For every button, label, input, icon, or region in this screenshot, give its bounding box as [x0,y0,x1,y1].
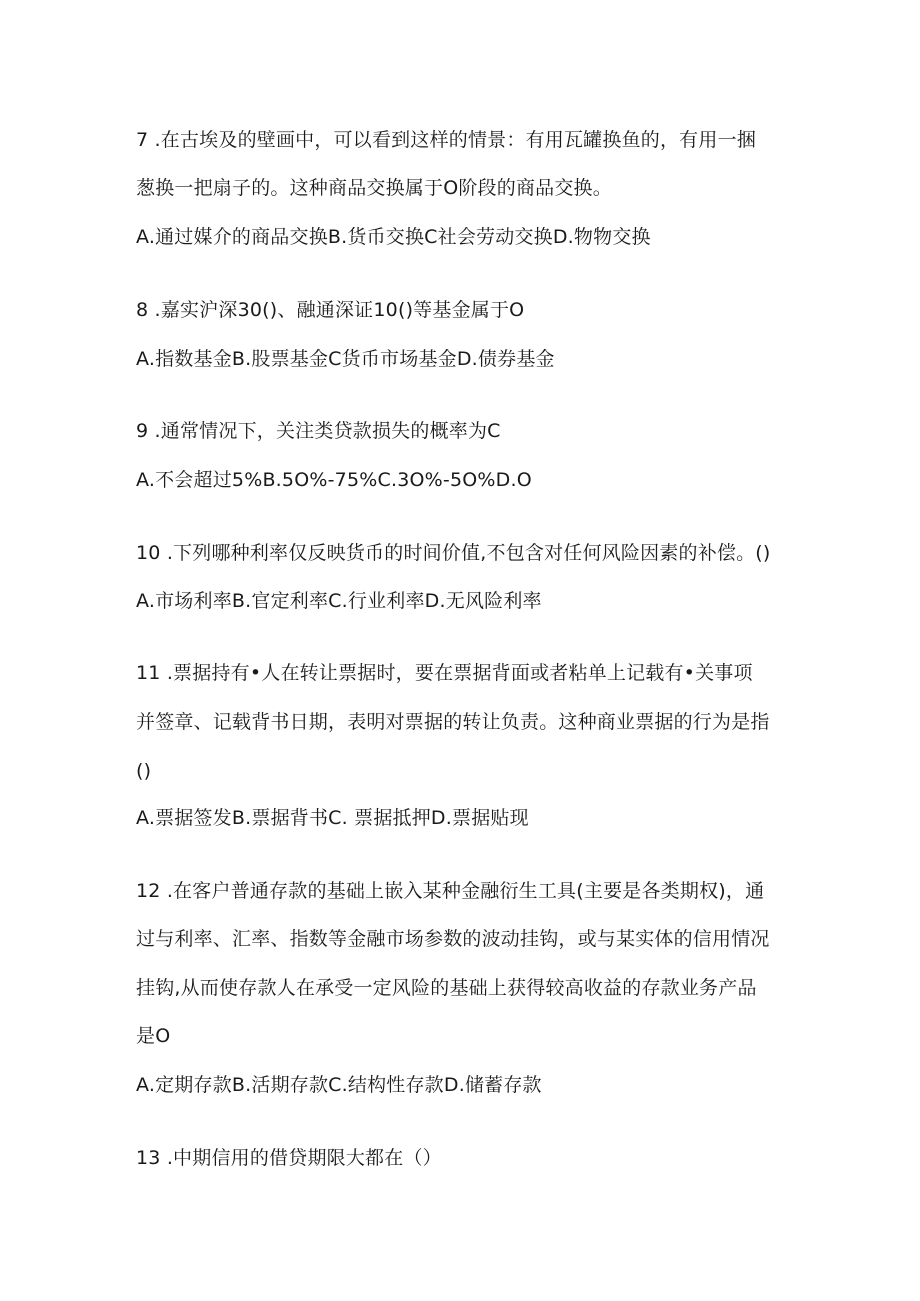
question-11-line-2: 并签章、记载背书日期，表明对票据的转让负责。这种商业票据的行为是指 [136,711,770,733]
question-12-line-4: 是O [136,1025,171,1047]
question-8-options: A.指数基金B.股票基金C货币市场基金D.债券基金 [136,348,555,370]
question-7-line-2: 葱换一把扇子的。这种商品交换属于O阶段的商品交换。 [136,177,612,199]
question-number: 13 [136,1147,161,1169]
question-7-options: A.通过媒介的商品交换B.货币交换C社会劳动交换D.物物交换 [136,226,651,248]
question-text: .在古埃及的壁画中，可以看到这样的情景：有用瓦罐换鱼的，有用一捆 [148,129,756,151]
question-text: .票据持有•人在转让票据时，要在票据背面或者粘单上记载有•关事项 [160,662,753,684]
question-10-options: A.市场利率B.官定利率C.行业利率D.无风险利率 [136,590,542,612]
question-number: 11 [136,662,161,684]
question-text: .在客户普通存款的基础上嵌入某种金融衍生工具(主要是各类期权)，通 [160,880,765,902]
question-9-line-1 [136,419,501,443]
question-text: .嘉实沪深30()、融通深证10()等基金属于O [148,299,525,321]
question-7-line-1 [136,128,756,152]
question-12-line-2: 过与利率、汇率、指数等金融市场参数的波动挂钩，或与某实体的信用情况 [136,928,770,950]
question-number: 8 [136,299,149,321]
question-12-line-3: 挂钩,从而使存款人在承受一定风险的基础上获得较高收益的存款业务产品 [136,977,757,999]
question-12-line-1 [136,879,764,903]
question-number: 7 [136,129,149,151]
question-number: 10 [136,542,161,564]
question-text: .下列哪种利率仅反映货币的时间价值,不包含对任何风险因素的补偿。() [160,542,771,564]
question-text: .通常情况下，关注类贷款损失的概率为C [148,420,501,442]
question-11-line-1 [136,661,753,685]
question-number: 12 [136,880,161,902]
question-9-options: A.不会超过5%B.5O%-75%C.3O%-5O%D.O [136,469,532,491]
question-11-line-3: () [136,760,152,782]
question-11-options: A.票据签发B.票据背书C. 票据抵押D.票据贴现 [136,807,529,829]
question-text: .中期信用的借贷期限大都在（） [160,1147,442,1169]
question-13-line-1 [136,1146,442,1170]
question-10-line-1 [136,541,771,565]
question-8-line-1 [136,298,524,322]
question-12-options: A.定期存款B.活期存款C.结构性存款D.储蓄存款 [136,1074,542,1096]
question-number: 9 [136,420,149,442]
